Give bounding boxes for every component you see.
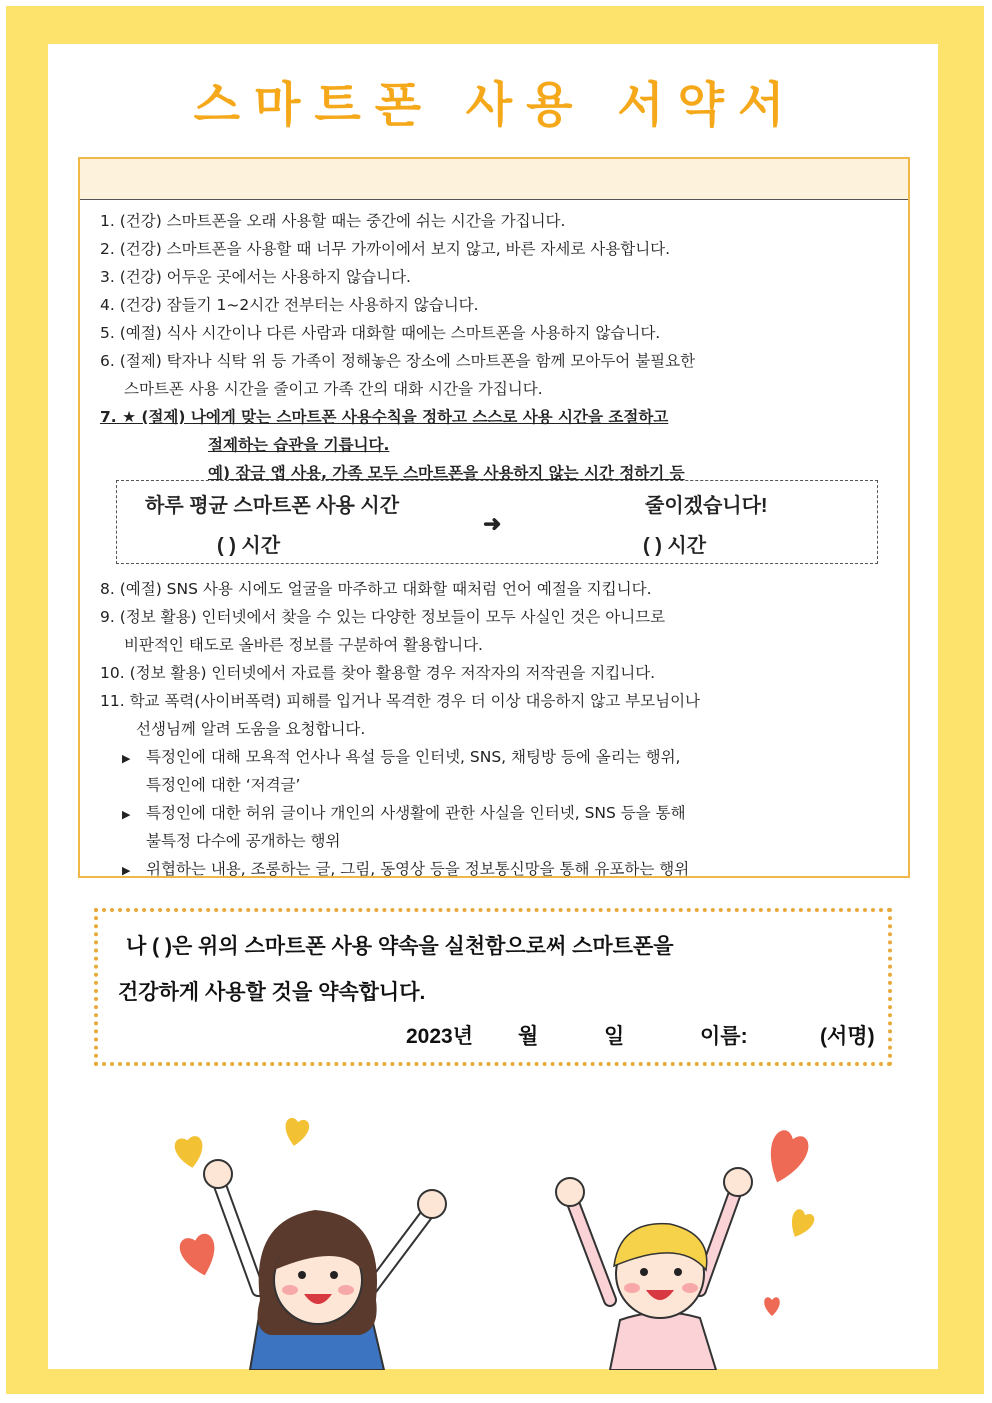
heart-icon [173, 1135, 206, 1170]
bullet-text: 위협하는 내용, 조롱하는 글, 그림, 동영상 등을 정보통신망을 통해 유포하는 행위 [146, 860, 690, 878]
rule-5: 5. (예절) 식사 시간이나 다른 사람과 대화할 때에는 스마트폰을 사용하지 않습니다. [100, 324, 661, 342]
rules-box [78, 157, 910, 878]
rule-6: 6. (절제) 탁자나 식탁 위 등 가족이 정해놓은 장소에 스마트폰을 함께 모아두어 불필요한 [100, 352, 696, 370]
rule-4: 4. (건강) 잠들기 1~2시간 전부터는 사용하지 않습니다. [100, 296, 479, 314]
rule-1: 1. (건강) 스마트폰을 오래 사용할 때는 중간에 쉬는 시간을 가집니다. [100, 212, 566, 230]
bullet-text: 특정인에 대한 허위 글이나 개인의 사생활에 관한 사실을 인터넷, SNS 등을 통해 [146, 804, 686, 822]
rule-10: 10. (정보 활용) 인터넷에서 자료를 찾아 활용할 경우 저작자의 저작권을 지킵니다. [100, 664, 656, 682]
pledge-month: 월 [518, 1025, 539, 1048]
rule-11: 11. 학교 폭력(사이버폭력) 피해를 입거나 목격한 경우 더 이상 대응하지 않고 부모님이나 [100, 692, 701, 710]
arrow-icon: ➜ [483, 511, 502, 536]
boy-figure [556, 1168, 752, 1370]
rule-7-example: 예) 잠금 앱 사용, 가족 모두 스마트폰을 사용하지 않는 시간 정하기 등 [208, 464, 685, 482]
usage-time-box [116, 480, 878, 564]
bullet-text: 특정인에 대해 모욕적 언사나 욕설 등을 인터넷, SNS, 채팅방 등에 올리는 행위, [146, 748, 681, 766]
reduce-value: ( ) 시간 [643, 535, 707, 557]
rule-11-cont: 선생님께 알려 도움을 요청합니다. [136, 720, 366, 738]
reduce-label: 줄이겠습니다! [645, 495, 768, 517]
bullet-text-cont: 특정인에 대한 ‘저격글’ [146, 776, 301, 794]
pledge-box [94, 908, 892, 1066]
bullet-item [100, 855, 900, 883]
pledge-line-2: 건강하게 사용할 것을 약속합니다. [118, 981, 426, 1004]
rule-6-cont: 스마트폰 사용 시간을 줄이고 가족 간의 대화 시간을 가집니다. [124, 380, 543, 398]
heart-icon [177, 1232, 221, 1280]
heart-icon [764, 1297, 780, 1316]
rules-list-2 [100, 575, 900, 883]
rules-list [100, 207, 900, 487]
rule-9: 9. (정보 활용) 인터넷에서 찾을 수 있는 다양한 정보들이 모두 사실인 것은 아니므로 [100, 608, 666, 626]
rule-3: 3. (건강) 어두운 곳에서는 사용하지 않습니다. [100, 268, 411, 286]
heart-icon [785, 1207, 816, 1241]
bullet-text-cont: 불특정 다수에 공개하는 행위 [146, 832, 341, 850]
pledge-name-label: 이름: [700, 1025, 748, 1048]
rule-9-cont: 비판적인 태도로 올바른 정보를 구분하여 활용합니다. [124, 636, 483, 654]
bullet-item [100, 799, 900, 827]
rules-header-bar [80, 159, 908, 200]
pledge-year: 2023년 [406, 1025, 474, 1048]
heart-icon [282, 1117, 310, 1148]
rule-7-cont: 절제하는 습관을 기릅니다. [208, 436, 390, 454]
girl-figure [204, 1160, 446, 1370]
triangle-bullet-icon: ▶ [122, 808, 131, 821]
heart-icon [760, 1128, 812, 1189]
pledge-day: 일 [604, 1025, 625, 1048]
triangle-bullet-icon: ▶ [122, 752, 131, 765]
pledge-line-1: 나 ( )은 위의 스마트폰 사용 약속을 실천함으로써 스마트폰을 [126, 935, 674, 958]
rule-2: 2. (건강) 스마트폰을 사용할 때 너무 가까이에서 보지 않고, 바른 자세로 사용합니다. [100, 240, 671, 258]
children-illustration [140, 1110, 880, 1370]
rule-8: 8. (예절) SNS 사용 시에도 얼굴을 마주하고 대화할 때처럼 언어 예절을 지킵니다. [100, 580, 652, 598]
page-title: 스마트폰 사용 서약서 [193, 77, 799, 133]
triangle-bullet-icon: ▶ [122, 864, 131, 877]
rule-7: 7. ★ (절제) 나에게 맞는 스마트폰 사용수칙을 정하고 스스로 사용 시간을 조절하고 [100, 408, 669, 426]
usage-value: ( ) 시간 [217, 535, 281, 557]
bullet-item [100, 743, 900, 771]
usage-label: 하루 평균 스마트폰 사용 시간 [145, 495, 400, 517]
pledge-signature: (서명) [820, 1025, 875, 1048]
